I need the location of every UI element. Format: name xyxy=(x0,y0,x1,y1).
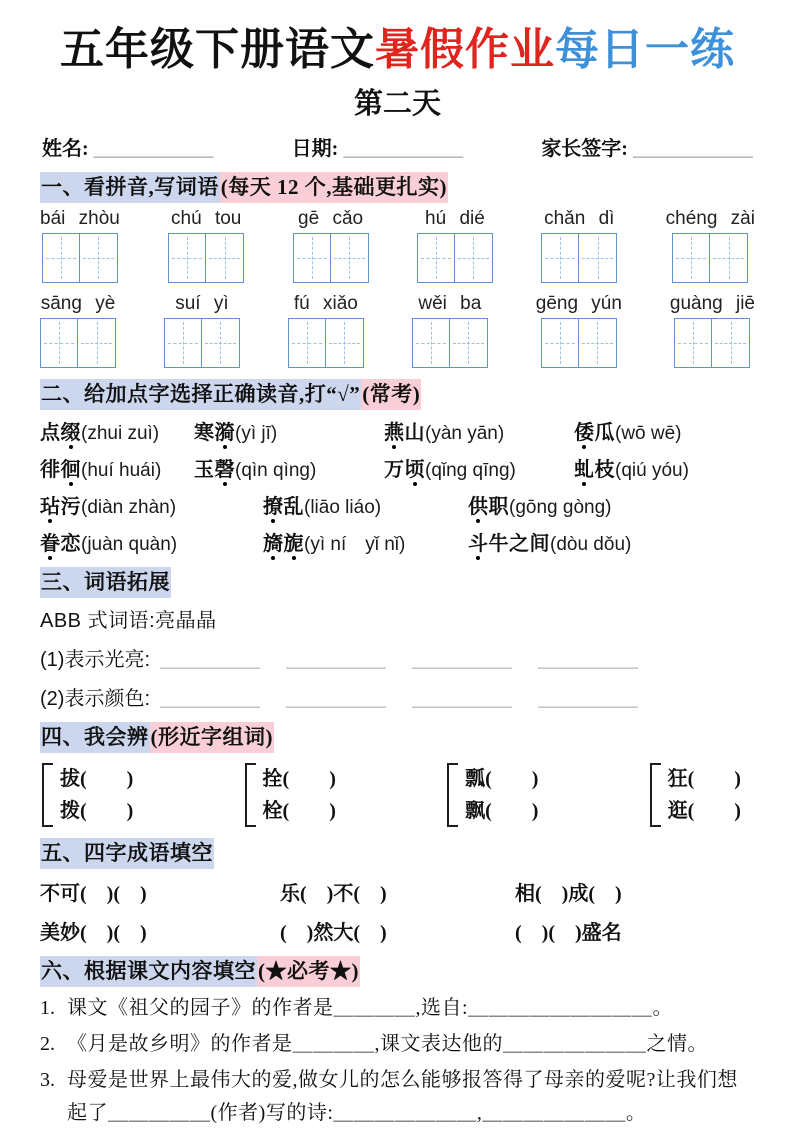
pronunciation-item xyxy=(384,416,574,445)
signature-blank: ＿＿＿＿＿＿ xyxy=(632,138,753,160)
pinyin-text: gēng yún xyxy=(535,293,622,314)
writing-grid xyxy=(164,318,240,368)
word-expansion-line xyxy=(40,682,755,711)
abb-example-line: ABB 式词语:亮晶晶 xyxy=(40,610,217,632)
expansion-label: (2)表示颜色: xyxy=(40,688,150,710)
date-blank: ＿＿＿＿＿＿ xyxy=(343,138,464,160)
section4-header xyxy=(40,721,755,751)
word-char: 磬 xyxy=(215,453,236,482)
grid-cell xyxy=(164,318,202,368)
grid-cell xyxy=(412,318,450,368)
grid-cell xyxy=(206,233,244,283)
dotted-word xyxy=(194,422,235,444)
pinyin-options: (gōng gòng) xyxy=(509,497,612,518)
word-char: 职 xyxy=(488,496,509,518)
character-fill-row: 拴( ) xyxy=(262,768,336,790)
pronunciation-item xyxy=(40,453,194,482)
section3-header xyxy=(40,566,755,596)
expansion-label: (1)表示光亮: xyxy=(40,649,150,671)
pronunciation-choice-area xyxy=(40,416,755,556)
pinyin-text: hú dié xyxy=(425,208,485,229)
fill-in-item xyxy=(40,1028,755,1061)
pinyin-options: (yì ní yǐ nǐ) xyxy=(304,534,406,555)
word-char: 点 xyxy=(40,422,61,444)
pinyin-word-column xyxy=(666,208,755,283)
word-char: 眷 xyxy=(40,527,61,556)
pronunciation-item xyxy=(574,453,689,482)
writing-grid xyxy=(674,318,750,368)
pinyin-text: chú tou xyxy=(171,208,242,229)
idiom-item: 相( )成( ) xyxy=(515,883,622,905)
grid-cell xyxy=(80,233,118,283)
grid-cell xyxy=(541,233,579,283)
item-number: 3. xyxy=(40,1069,55,1091)
dotted-word xyxy=(40,533,81,555)
grid-cell xyxy=(710,233,748,283)
word-char: 燕 xyxy=(384,416,405,445)
pinyin-word-column xyxy=(40,293,116,368)
grid-cell xyxy=(674,318,712,368)
pinyin-word-column xyxy=(670,293,755,368)
pronunciation-item xyxy=(468,490,611,519)
pinyin-text: suí yì xyxy=(175,293,229,314)
character-pair xyxy=(263,763,336,827)
grid-cell xyxy=(417,233,455,283)
character-fill-row: 逛( ) xyxy=(667,800,741,822)
pinyin-text: bái zhòu xyxy=(40,208,120,229)
idiom-row xyxy=(40,916,755,945)
date-label: 日期: xyxy=(291,138,339,160)
character-fill-row: 拨( ) xyxy=(60,800,134,822)
grid-cell xyxy=(40,318,78,368)
grid-cell xyxy=(42,233,80,283)
dotted-word xyxy=(468,496,509,518)
pronunciation-item xyxy=(40,527,263,556)
date-field xyxy=(292,132,464,161)
pinyin-options: (diàn zhàn) xyxy=(81,497,177,518)
word-char: 徘 xyxy=(40,459,61,481)
pinyin-options: (zhui zuì) xyxy=(81,423,160,444)
pinyin-word-row xyxy=(40,208,755,283)
title-grade-part: 五年级下册语文 xyxy=(60,25,375,74)
pinyin-word-column xyxy=(536,293,622,368)
answer-blank: ＿＿＿＿＿ xyxy=(412,688,512,710)
pinyin-options: (yàn yān) xyxy=(425,423,505,444)
character-fill-row: 拔( ) xyxy=(60,768,134,790)
pinyin-word-column xyxy=(288,293,364,368)
writing-grid xyxy=(417,233,493,283)
pinyin-options: (qǐng qīng) xyxy=(425,460,516,481)
dotted-word xyxy=(384,459,425,481)
section3-header-main: 三、词语拓展 xyxy=(40,567,171,598)
word-char: 顷 xyxy=(405,453,426,482)
grid-cell xyxy=(326,318,364,368)
dotted-word xyxy=(574,422,615,444)
word-char: 间 xyxy=(529,533,550,555)
answer-blank: ＿＿＿＿＿ xyxy=(160,688,260,710)
item-text: 课文《祖父的园子》的作者是＿＿＿＿,选自:＿＿＿＿＿＿＿＿＿。 xyxy=(67,997,674,1019)
idiom-item: 乐( )不( ) xyxy=(280,883,387,905)
pronunciation-item xyxy=(194,416,384,445)
pinyin-text: chéng zài xyxy=(665,208,755,229)
grid-cell xyxy=(455,233,493,283)
character-pair-group xyxy=(447,763,538,827)
pinyin-options: (qìn qìng) xyxy=(235,460,317,481)
word-char: 倭 xyxy=(574,416,595,445)
pronunciation-row xyxy=(40,453,755,482)
name-label: 姓名: xyxy=(42,138,89,160)
word-char: 玷 xyxy=(40,490,61,519)
character-fill-row: 飘( ) xyxy=(465,800,539,822)
page-title xyxy=(40,22,755,77)
writing-grid xyxy=(40,318,116,368)
pinyin-text: sāng yè xyxy=(40,293,116,314)
writing-grid xyxy=(672,233,748,283)
name-blank: ＿＿＿＿＿＿ xyxy=(93,138,214,160)
idiom-item: ( )( )盛名 xyxy=(515,922,622,944)
pinyin-word-row xyxy=(40,293,755,368)
item-number: 1. xyxy=(40,997,55,1019)
word-char: 牛 xyxy=(488,533,509,555)
pronunciation-item xyxy=(40,490,263,519)
section4-header-main: 四、我会辨 xyxy=(40,722,150,753)
grid-cell xyxy=(579,233,617,283)
word-char: 玉 xyxy=(194,459,215,481)
dotted-word xyxy=(194,459,235,481)
bracket-shape xyxy=(42,763,53,827)
item-text: 母爱是世界上最伟大的爱,做女儿的怎么能够报答得了母亲的爱呢?让我们想起了＿＿＿＿＿(作者)写的诗:＿＿＿＿＿＿＿,＿＿＿＿＿＿＿。 xyxy=(67,1069,738,1124)
day-subtitle: 第二天 xyxy=(353,88,441,120)
signature-label: 家长签字: xyxy=(541,138,628,160)
pinyin-options: (wō wē) xyxy=(615,423,682,444)
word-char: 山 xyxy=(404,422,425,444)
grid-cell xyxy=(288,318,326,368)
pinyin-options: (liāo liáo) xyxy=(304,497,382,518)
grid-cell xyxy=(579,318,617,368)
grid-cell xyxy=(168,233,206,283)
answer-blank: ＿＿＿＿＿ xyxy=(538,649,638,671)
word-expansion-line xyxy=(40,643,755,672)
writing-grid xyxy=(412,318,488,368)
pinyin-word-column xyxy=(541,208,617,283)
grid-cell xyxy=(331,233,369,283)
meta-row xyxy=(42,132,753,161)
pinyin-word-column xyxy=(168,208,244,283)
fill-in-item xyxy=(40,1064,755,1130)
pinyin-options: (juàn quàn) xyxy=(81,534,178,555)
answer-blank: ＿＿＿＿＿ xyxy=(286,688,386,710)
word-char: 乱 xyxy=(283,496,304,518)
word-char: 寒 xyxy=(194,422,215,444)
pronunciation-row xyxy=(40,527,755,556)
pronunciation-item xyxy=(40,416,194,445)
fill-in-item xyxy=(40,992,755,1025)
writing-grid xyxy=(293,233,369,283)
section5-header xyxy=(40,837,755,867)
word-char: 虬 xyxy=(574,453,595,482)
word-char: 枝 xyxy=(594,459,615,481)
pinyin-word-column xyxy=(412,293,488,368)
text-content-fill-area xyxy=(40,992,755,1130)
section2-header-note: (常考) xyxy=(361,379,421,410)
grid-cell xyxy=(712,318,750,368)
grid-cell xyxy=(293,233,331,283)
word-char: 之 xyxy=(509,533,530,555)
item-number: 2. xyxy=(40,1033,55,1055)
pronunciation-item xyxy=(384,453,574,482)
pinyin-text: gē cǎo xyxy=(298,208,364,229)
pinyin-writing-area xyxy=(40,208,755,368)
section2-header-main: 二、给加点字选择正确读音,打“√” xyxy=(40,379,361,410)
word-char: 供 xyxy=(468,490,489,519)
pinyin-text: guàng jiē xyxy=(669,293,755,314)
pronunciation-item xyxy=(194,453,384,482)
character-pair xyxy=(465,763,538,827)
pinyin-options: (qiú yóu) xyxy=(615,460,689,481)
word-char: 污 xyxy=(60,496,81,518)
word-char: 旎 xyxy=(284,527,305,556)
pinyin-options: (yì jī) xyxy=(235,423,278,444)
dotted-word xyxy=(574,459,615,481)
section6-header-note: (★必考★) xyxy=(257,956,360,987)
section1-header-main: 一、看拼音,写词语 xyxy=(40,172,220,203)
word-char: 万 xyxy=(384,459,405,481)
signature-field xyxy=(541,132,753,161)
character-fill-row: 狂( ) xyxy=(667,768,741,790)
word-char: 撩 xyxy=(263,490,284,519)
name-field xyxy=(42,132,214,161)
dotted-word xyxy=(40,422,81,444)
pinyin-options: (huí huái) xyxy=(81,460,162,481)
idiom-item: 美妙( )( ) xyxy=(40,922,147,944)
character-pair xyxy=(60,763,133,827)
bracket-shape xyxy=(245,763,256,827)
character-fill-row: 栓( ) xyxy=(262,800,336,822)
answer-blank: ＿＿＿＿＿ xyxy=(412,649,512,671)
word-expansion-area xyxy=(40,643,755,711)
pinyin-text: chǎn dì xyxy=(544,208,615,229)
section6-header-main: 六、根据课文内容填空 xyxy=(40,956,257,987)
bracket-shape xyxy=(447,763,458,827)
section4-header-note: (形近字组词) xyxy=(150,722,275,753)
character-pair-group xyxy=(42,763,133,827)
title-daily-part: 每日一练 xyxy=(555,25,735,74)
dotted-word xyxy=(384,422,425,444)
pinyin-word-column xyxy=(417,208,493,283)
dotted-word xyxy=(263,496,304,518)
writing-grid xyxy=(541,318,617,368)
idiom-fill-area xyxy=(40,877,755,945)
grid-cell xyxy=(202,318,240,368)
pinyin-text: fú xiǎo xyxy=(293,293,358,314)
title-homework-part: 暑假作业 xyxy=(375,25,555,74)
idiom-item: 不可( )( ) xyxy=(40,883,147,905)
word-char: 旖 xyxy=(263,527,284,556)
word-char: 斗 xyxy=(468,527,489,556)
word-char: 恋 xyxy=(60,533,81,555)
writing-grid xyxy=(168,233,244,283)
section1-header-note: (每天 12 个,基础更扎实) xyxy=(220,172,448,203)
dotted-word xyxy=(263,533,304,555)
bracket-shape xyxy=(650,763,661,827)
pronunciation-row xyxy=(40,416,755,445)
grid-cell xyxy=(450,318,488,368)
pronunciation-row xyxy=(40,490,755,519)
idiom-item: ( )然大( ) xyxy=(280,922,387,944)
writing-grid xyxy=(541,233,617,283)
pronunciation-item xyxy=(468,527,631,556)
answer-blank: ＿＿＿＿＿ xyxy=(286,649,386,671)
pronunciation-item xyxy=(263,490,468,519)
idiom-row xyxy=(40,877,755,906)
pinyin-word-column xyxy=(40,208,120,283)
writing-grid xyxy=(288,318,364,368)
dotted-word xyxy=(40,459,81,481)
pinyin-text: wěi ba xyxy=(418,293,482,314)
item-text: 《月是故乡明》的作者是＿＿＿＿,课文表达他的＿＿＿＿＿＿＿之情。 xyxy=(67,1033,708,1055)
pinyin-options: (dòu dǒu) xyxy=(550,534,632,555)
dotted-word xyxy=(468,533,550,555)
pinyin-word-column xyxy=(164,293,240,368)
pronunciation-item xyxy=(263,527,468,556)
section1-header xyxy=(40,171,755,201)
character-pair-group xyxy=(245,763,336,827)
character-pair xyxy=(668,763,741,827)
section5-header-main: 五、四字成语填空 xyxy=(40,838,214,869)
pinyin-word-column xyxy=(293,208,369,283)
writing-grid xyxy=(42,233,118,283)
similar-characters-area xyxy=(40,763,755,827)
grid-cell xyxy=(541,318,579,368)
grid-cell xyxy=(672,233,710,283)
character-fill-row: 瓢( ) xyxy=(465,768,539,790)
answer-blank: ＿＿＿＿＿ xyxy=(538,688,638,710)
grid-cell xyxy=(78,318,116,368)
section2-header xyxy=(40,378,755,408)
pronunciation-item xyxy=(574,416,682,445)
section6-header xyxy=(40,955,755,985)
character-pair-group xyxy=(650,763,741,827)
dotted-word xyxy=(40,496,81,518)
word-char: 缀 xyxy=(61,416,82,445)
word-char: 徊 xyxy=(61,453,82,482)
word-char: 瓜 xyxy=(594,422,615,444)
answer-blank: ＿＿＿＿＿ xyxy=(160,649,260,671)
word-char: 漪 xyxy=(215,416,236,445)
